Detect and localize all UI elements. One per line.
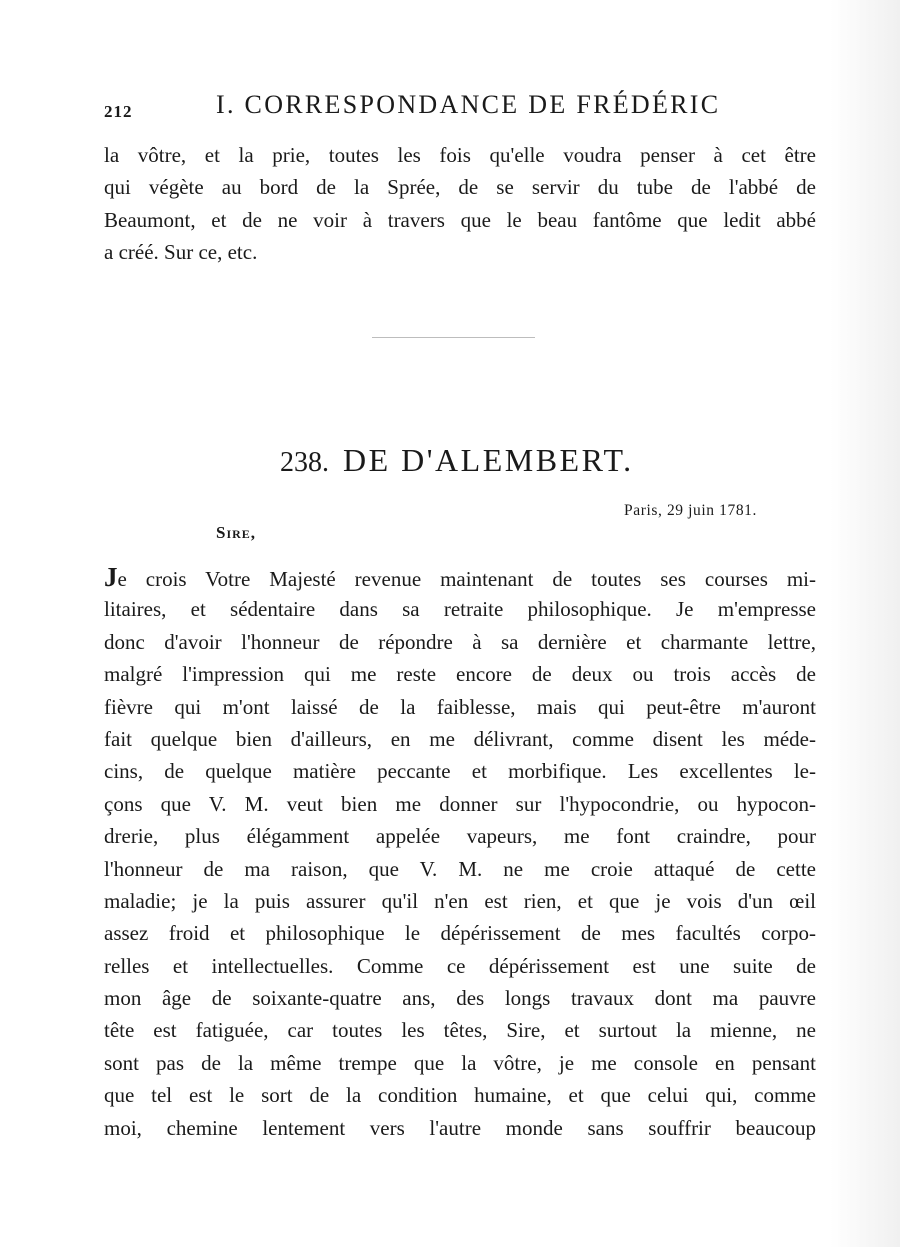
text-line: la vôtre, et la prie, toutes les fois qu'elle voudra penser à cet être xyxy=(104,143,816,167)
text-line: moi, chemine lentement vers l'autre monde sans souffrir beaucoup xyxy=(104,1115,816,1140)
page-edge-shadow xyxy=(830,0,900,1247)
running-title: I. CORRESPONDANCE DE FRÉDÉRIC xyxy=(216,90,721,119)
drop-cap: J xyxy=(104,562,118,592)
letter-title: DE D'ALEMBERT. xyxy=(343,442,634,478)
text-line: qui végète au bord de la Sprée, de se servir du tube de l'abbé de xyxy=(104,175,816,200)
previous-letter-ending xyxy=(104,139,816,269)
dateline: Paris, 29 juin 1781. xyxy=(624,502,757,519)
text-line: mon âge de soixante-quatre ans, des longs travaux dont ma pauvre xyxy=(104,986,816,1011)
text-line: assez froid et philosophique le dépérissement de mes facultés corpo- xyxy=(104,921,816,946)
text-line: maladie; je la puis assurer qu'il n'en est rien, et que je vois d'un œil xyxy=(104,888,816,913)
text-line: relles et intellectuelles. Comme ce dépérissement est une suite de xyxy=(104,953,816,978)
letter-body xyxy=(104,561,816,1144)
text-line: malgré l'impression qui me reste encore de deux ou trois accès de xyxy=(104,662,816,687)
text-line: litaires, et sédentaire dans sa retraite philosophique. Je m'empresse xyxy=(104,597,816,622)
letter-number: 238. xyxy=(280,447,329,478)
salutation: Sire, xyxy=(216,523,257,542)
text-line: Beaumont, et de ne voir à travers que le beau fantôme que ledit abbé xyxy=(104,207,816,232)
text-line: l'honneur de ma raison, que V. M. ne me croie attaqué de cette xyxy=(104,856,816,881)
text-line: fait quelque bien d'ailleurs, en me délivrant, comme disent les méde- xyxy=(104,726,816,751)
text-line: drerie, plus élégamment appelée vapeurs, me font craindre, pour xyxy=(104,824,816,849)
text-line: çons que V. M. veut bien me donner sur l'hypocondrie, ou hypocon- xyxy=(104,791,816,816)
text-line: sont pas de la même trempe que la vôtre, je me console en pensant xyxy=(104,1050,816,1075)
text-line-first xyxy=(104,561,816,593)
text-line: donc d'avoir l'honneur de répondre à sa dernière et charmante lettre, xyxy=(104,629,816,654)
first-line-text: e crois Votre Majesté revenue maintenant de toutes ses courses mi- xyxy=(117,567,816,591)
letter-heading xyxy=(280,442,634,479)
page-number: 212 xyxy=(104,102,133,121)
text-line: cins, de quelque matière peccante et morbifique. Les excellentes le- xyxy=(104,759,816,784)
text-line: tête est fatiguée, car toutes les têtes, Sire, et surtout la mienne, ne xyxy=(104,1018,816,1043)
running-head xyxy=(104,88,824,128)
text-line: que tel est le sort de la condition humaine, et que celui qui, comme xyxy=(104,1083,816,1108)
section-divider xyxy=(372,337,535,338)
text-line: a créé. Sur ce, etc. xyxy=(104,240,258,265)
text-line: fièvre qui m'ont laissé de la faiblesse, mais qui peut-être m'auront xyxy=(104,694,816,719)
